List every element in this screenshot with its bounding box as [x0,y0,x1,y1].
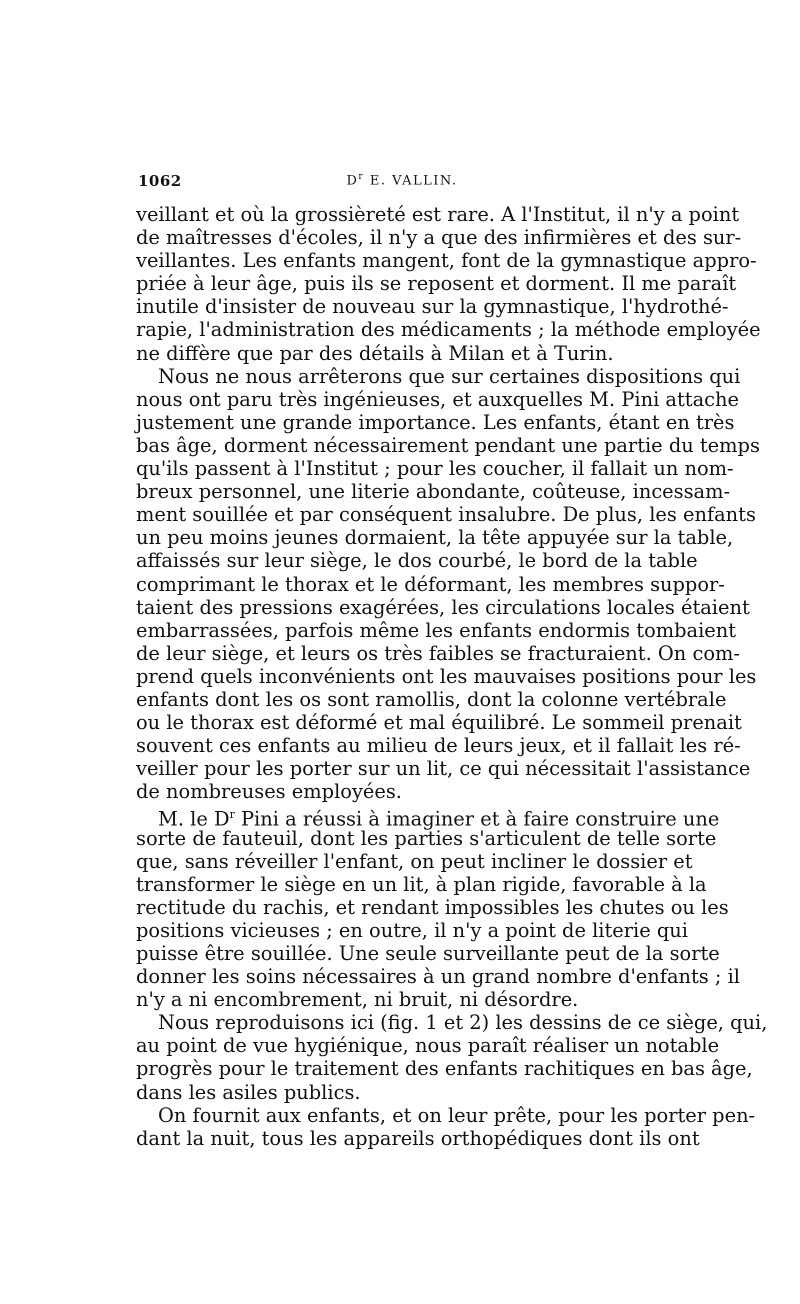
text-line: justement une grande importance. Les enfants, étant en très [136,410,735,434]
text-line: n'y a ni encombrement, ni bruit, ni désordre. [136,988,579,1012]
text-line: progrès pour le traitement des enfants rachitiques en bas âge, [136,1057,753,1081]
running-head [138,172,666,198]
text-line: Nous ne nous arrêterons que sur certaines dispositions qui [158,364,741,388]
text-fragment: M. le D [158,807,230,831]
text-line: comprimant le thorax et le déformant, les membres suppor- [136,572,725,596]
text-line: sorte de fauteuil, dont les parties s'articulent de telle sorte [136,826,717,850]
text-line: enfants dont les os sont ramollis, dont la colonne vertébrale [136,687,727,711]
text-line: que, sans réveiller l'enfant, on peut incliner le dossier et [136,849,693,873]
text-line: breux personnel, une literie abondante, coûteuse, incessam- [136,480,731,504]
text-line: veiller pour les porter sur un lit, ce qui nécessitait l'assistance [136,757,751,781]
text-line: taient des pressions exagérées, les circulations locales étaient [136,595,750,619]
page-number: 1062 [138,172,182,190]
text-line [136,803,720,831]
text-line: veillantes. Les enfants mangent, font de la gymnastique appro- [136,249,757,273]
text-fragment: Pini a réussi à imaginer et à faire construire une [234,807,720,831]
text-line: nous ont paru très ingénieuses, et auxquelles M. Pini attache [136,387,739,411]
text-line: veillant et où la grossièreté est rare. A l'Institut, il n'y a point [136,203,740,226]
paragraph-2 [136,364,760,804]
paragraph-3 [136,803,740,1012]
text-line: positions vicieuses ; en outre, il n'y a point de literie qui [136,918,688,942]
text-line: de nombreuses employées. [136,780,402,804]
text-line: transformer le siège en un lit, à plan rigide, favorable à la [136,872,707,896]
text-line: au point de vue hygiénique, nous paraît réaliser un notable [136,1034,720,1058]
author-prefix-superscript: r [358,172,365,182]
text-line: inutile d'insister de nouveau sur la gymnastique, l'hydrothé- [136,295,729,319]
author-prefix: D [346,173,359,189]
text-line: prend quels inconvénients ont les mauvaises positions pour les [136,664,757,688]
text-line: Nous reproduisons ici (fig. 1 et 2) les dessins de ce siège, qui, [158,1011,768,1035]
text-line: rapie, l'administration des médicaments ; la méthode employée [136,318,761,342]
text-line: dant la nuit, tous les appareils orthopédiques dont ils ont [136,1126,700,1150]
running-head-author [138,172,666,188]
body-text [136,203,768,1150]
paragraph-4 [136,1011,768,1104]
author-name: E. VALLIN. [369,173,458,189]
text-line: ou le thorax est déformé et mal équilibré. Le sommeil prenait [136,711,742,735]
text-line: qu'ils passent à l'Institut ; pour les coucher, il fallait un nom- [136,457,734,481]
paragraph-5 [136,1103,756,1150]
text-line: On fournit aux enfants, et on leur prête, pour les porter pen- [158,1103,756,1127]
doctor-superscript: r [229,808,235,822]
text-line: de maîtresses d'écoles, il n'y a que des infirmières et des sur- [136,226,742,250]
text-line: donner les soins nécessaires à un grand nombre d'enfants ; il [136,965,740,989]
text-line: embarrassées, parfois même les enfants endormis tombaient [136,618,737,642]
text-line: ne diffère que par des détails à Milan et à Turin. [136,341,614,365]
text-line: dans les asiles publics. [136,1080,361,1104]
text-line: affaissés sur leur siège, le dos courbé, le bord de la table [136,549,698,573]
paragraph-1 [136,203,761,365]
text-line: rectitude du rachis, et rendant impossibles les chutes ou les [136,895,729,919]
text-line: un peu moins jeunes dormaient, la tête appuyée sur la table, [136,526,734,550]
text-line: puisse être souillée. Une seule surveillante peut de la sorte [136,942,720,965]
text-line: ment souillée et par conséquent insalubre. De plus, les enfants [136,503,756,527]
text-line: bas âge, dorment nécessairement pendant une partie du temps [136,433,760,457]
text-line: souvent ces enfants au milieu de leurs jeux, et il fallait les ré- [136,734,741,758]
text-line: priée à leur âge, puis ils se reposent et dorment. Il me paraît [136,272,737,296]
text-line: de leur siège, et leurs os très faibles se fracturaient. On com- [136,641,740,665]
